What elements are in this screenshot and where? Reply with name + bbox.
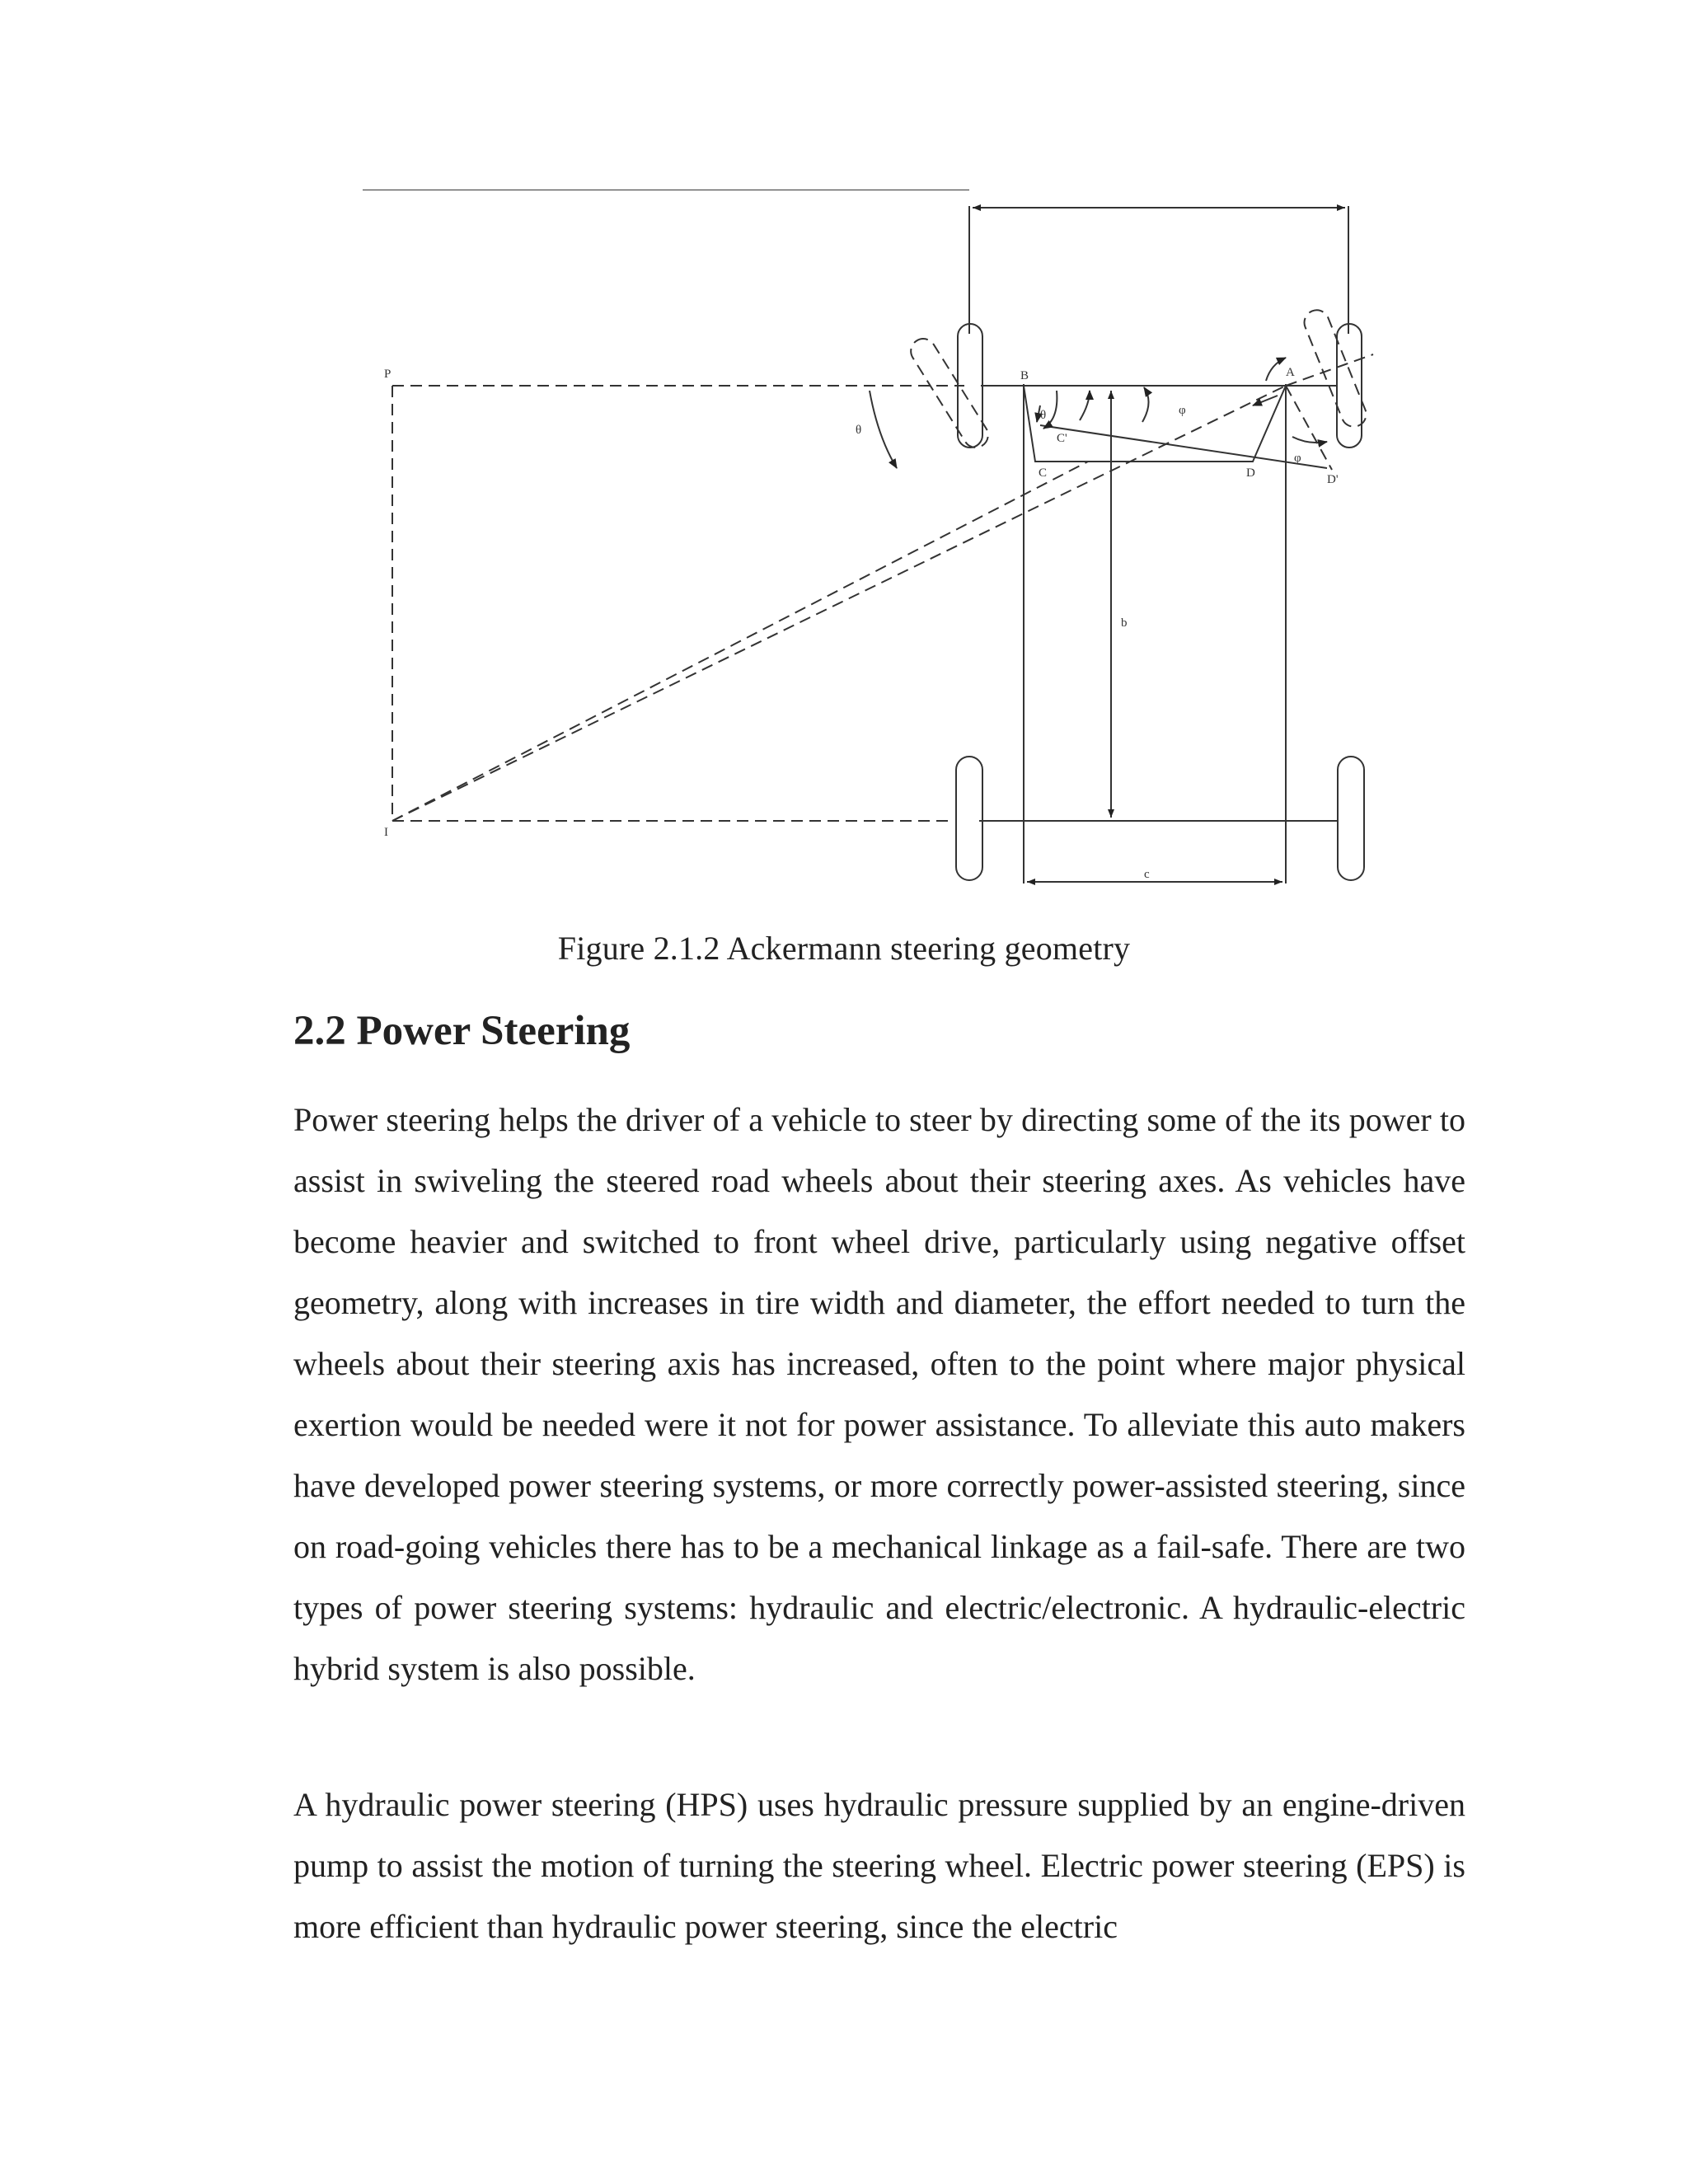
label-b-dimension: b xyxy=(1121,616,1128,630)
phi-arc-top xyxy=(1142,387,1149,422)
beta-arc-left xyxy=(1080,391,1090,420)
a-outer-dashed xyxy=(1286,354,1373,386)
label-i: I xyxy=(384,826,388,839)
label-d-prime: D' xyxy=(1327,473,1339,486)
front-right-wheel xyxy=(1337,324,1362,448)
label-phi-right: φ xyxy=(1294,452,1301,465)
front-left-turned-wheel xyxy=(907,334,993,452)
i-to-a-dashed xyxy=(392,386,1286,821)
theta-arc-left xyxy=(870,391,897,468)
front-right-turned-wheel xyxy=(1301,307,1370,430)
arrow-a-lower xyxy=(1253,396,1278,405)
rear-right-wheel xyxy=(1338,757,1364,880)
label-theta-left: θ xyxy=(856,424,862,437)
label-phi-top: φ xyxy=(1179,404,1186,417)
label-d-point: D xyxy=(1246,466,1255,480)
phi-arc-upper-right xyxy=(1266,358,1286,381)
label-c-prime: C' xyxy=(1057,432,1067,445)
paragraph-hps-eps: A hydraulic power steering (HPS) uses hydraulic pressure supplied by an engine-driven pump to assist the motion of turning the steering wheel. Electric power steering (EPS) is more efficient than hydraulic power steering, since the electric xyxy=(293,1786,1465,1945)
paragraph-power-steering: Power steering helps the driver of a vehicle to steer by directing some of the its power to assist in swiveling the steered road wheels about their steering axes. As vehicles have become heavier and switched to front wheel drive, particularly using negative offset geometry, along with increases in tire width and diameter, the effort needed to turn the wheels about their steering axis has increased, often to the point where major physical exertion would be needed were it not for power assistance. To alleviate this auto makers have developed power steering systems, or more correctly power-assisted steering, since on road-going vehicles there has to be a mechanical linkage as a fail-safe. There are two types of power steering systems: hydraulic and electric/electronic. A hydraulic-electric hybrid system is also possible. xyxy=(293,1101,1465,1687)
phi-arc-right xyxy=(1292,437,1327,443)
label-theta-inner: θ xyxy=(1040,409,1047,422)
label-b-point: B xyxy=(1020,369,1029,382)
section-heading: 2.2 Power Steering xyxy=(293,1008,631,1054)
rear-left-wheel xyxy=(956,757,982,880)
a-down-dashed xyxy=(1286,386,1332,470)
label-a-point: A xyxy=(1286,366,1295,379)
label-c-dimension: c xyxy=(1144,868,1150,881)
label-p: P xyxy=(384,368,392,381)
tie-rod-linkage xyxy=(1024,386,1286,462)
ackermann-figure xyxy=(363,190,1401,907)
figure-caption: Figure 2.1.2 Ackermann steering geometry xyxy=(557,930,1131,967)
label-c-point: C xyxy=(1039,466,1048,480)
i-to-b-dashed xyxy=(392,462,1088,821)
